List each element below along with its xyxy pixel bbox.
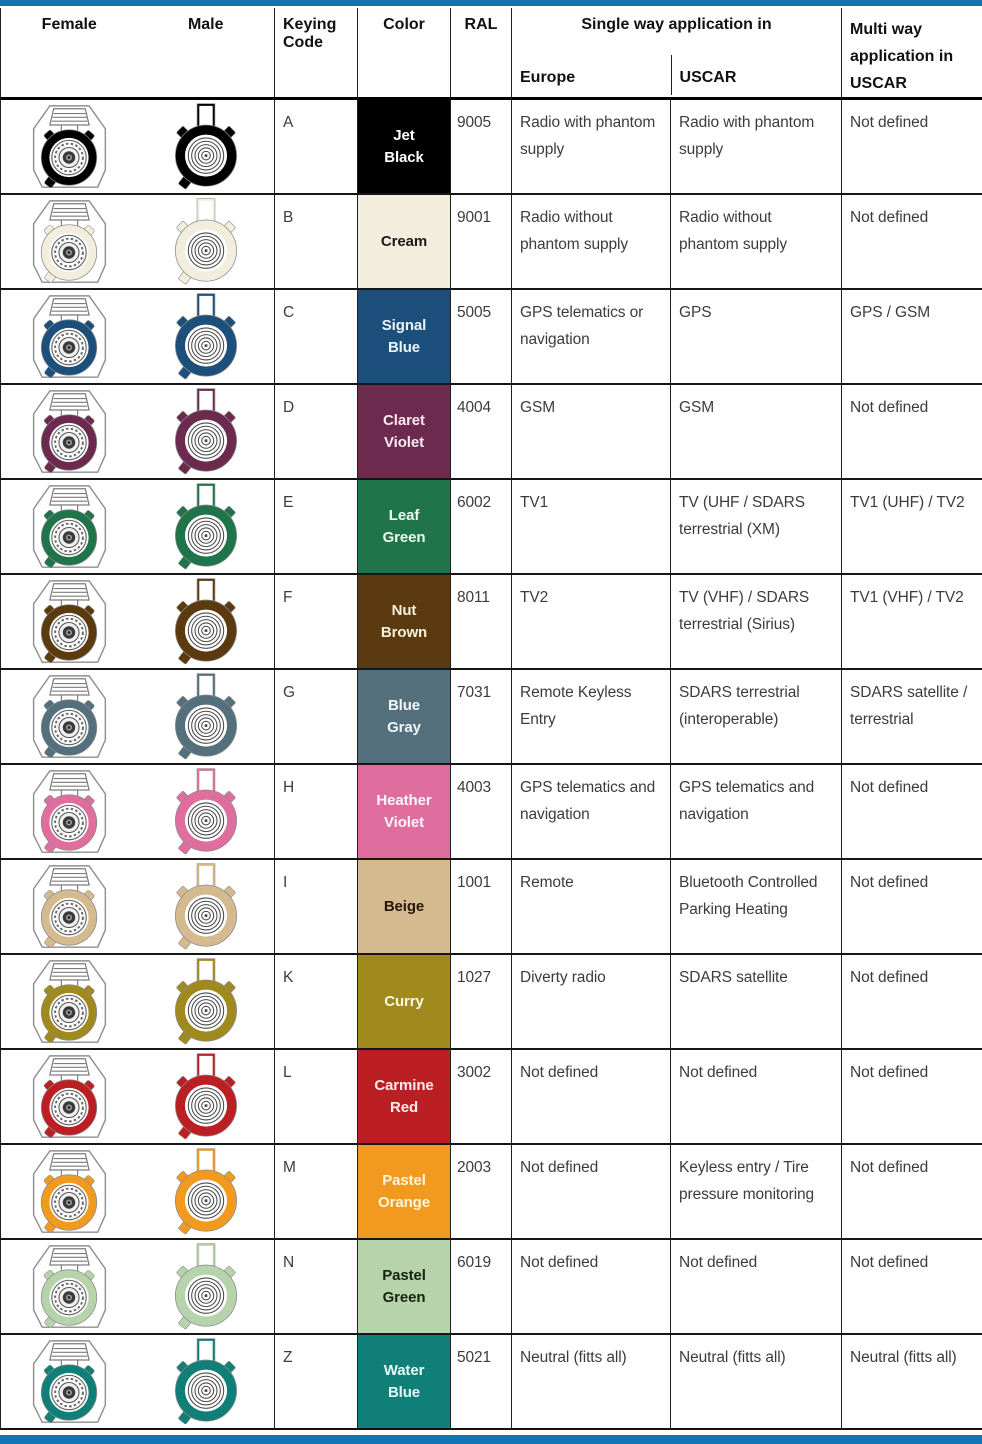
multi-way-application-cell: Not defined [842,384,982,479]
uscar-application-cell: Not defined [671,1049,842,1144]
multi-way-application-cell: Not defined [842,859,982,954]
connector-images-cell [1,384,275,479]
female-connector-icon [1,1053,138,1141]
color-name-label: Nut Brown [380,601,428,641]
europe-application-cell: GSM [512,384,671,479]
multi-way-application-cell: Neutral (fitts all) [842,1334,982,1429]
color-swatch [358,1145,450,1238]
color-name-label: Water Blue [383,1361,425,1401]
table-row [1,669,982,764]
europe-application-cell: Not defined [512,1049,671,1144]
europe-application-cell: Diverty radio [512,954,671,1049]
keying-code-cell: M [275,1144,358,1239]
color-name-label: Leaf Green [382,506,426,546]
color-cell [358,859,451,954]
keying-code-cell: D [275,384,358,479]
female-connector-icon [1,1148,138,1236]
ral-cell: 3002 [451,1049,512,1144]
europe-application-cell: Remote [512,859,671,954]
keying-code-cell: F [275,574,358,669]
color-name-label: Cream [380,232,428,250]
ral-cell: 9005 [451,99,512,195]
multi-way-application-cell: GPS / GSM [842,289,982,384]
table-body [1,99,982,1430]
connector-images-cell [1,669,275,764]
keying-code-cell: N [275,1239,358,1334]
connector-images-cell [1,99,275,195]
europe-application-cell: GPS telematics and navigation [512,764,671,859]
header-male: Male [187,16,224,33]
uscar-application-cell: SDARS terrestrial (interoperable) [671,669,842,764]
connector-images-cell [1,194,275,289]
table-row [1,859,982,954]
multi-way-application-cell: SDARS satellite / terrestrial [842,669,982,764]
uscar-application-cell: Neutral (fitts all) [671,1334,842,1429]
multi-way-application-cell: Not defined [842,1049,982,1144]
color-name-label: Carmine Red [374,1076,434,1116]
color-cell [358,99,451,195]
keying-code-cell: L [275,1049,358,1144]
europe-application-cell: TV2 [512,574,671,669]
table-row [1,479,982,574]
color-swatch [358,575,450,668]
table-row [1,384,982,479]
connector-images-cell [1,764,275,859]
color-name-label: Signal Blue [381,316,427,356]
color-swatch [358,385,450,478]
europe-application-cell: Radio without phantom supply [512,194,671,289]
connector-images-cell [1,1334,275,1429]
female-connector-icon [1,388,138,476]
color-cell [358,1144,451,1239]
male-connector-icon [138,103,275,191]
color-name-label: Pastel Orange [378,1171,430,1211]
color-swatch [358,1050,450,1143]
color-name-label: Claret Violet [383,411,425,451]
header-single-way [512,8,842,99]
multi-way-application-cell: Not defined [842,954,982,1049]
table-row [1,194,982,289]
multi-way-application-cell: Not defined [842,1144,982,1239]
female-connector-icon [1,673,138,761]
header-female: Female [41,16,97,33]
ral-cell: 6019 [451,1239,512,1334]
male-connector-icon [138,293,275,381]
table-row [1,574,982,669]
color-swatch [358,1240,450,1333]
color-name-label: Curry [384,992,424,1010]
color-swatch [358,1335,450,1428]
color-swatch [358,670,450,763]
keying-code-table [0,8,982,1430]
male-connector-icon [138,388,275,476]
europe-application-cell: Radio with phantom supply [512,99,671,195]
male-connector-icon [138,768,275,856]
header-multi-way: Multi way application in USCAR [842,8,982,99]
ral-cell: 9001 [451,194,512,289]
connector-images-cell [1,859,275,954]
color-name-label: Jet Black [384,126,424,166]
color-swatch [358,765,450,858]
keying-code-cell: B [275,194,358,289]
ral-cell: 1001 [451,859,512,954]
keying-code-cell: G [275,669,358,764]
color-swatch [358,195,450,288]
ral-cell: 5005 [451,289,512,384]
multi-way-application-cell: TV1 (UHF) / TV2 [842,479,982,574]
table-row [1,1334,982,1429]
color-swatch [358,860,450,953]
europe-application-cell: Not defined [512,1144,671,1239]
keying-code-cell: I [275,859,358,954]
multi-way-application-cell: Not defined [842,764,982,859]
europe-application-cell: Not defined [512,1239,671,1334]
male-connector-icon [138,1053,275,1141]
male-connector-icon [138,863,275,951]
connector-images-cell [1,1144,275,1239]
connector-images-cell [1,574,275,669]
multi-way-application-cell: Not defined [842,194,982,289]
male-connector-icon [138,1148,275,1236]
header-connector-images [1,8,275,99]
keying-code-cell: K [275,954,358,1049]
color-name-label: Pastel Green [382,1266,426,1306]
multi-way-application-cell: Not defined [842,99,982,195]
ral-cell: 6002 [451,479,512,574]
male-connector-icon [138,483,275,571]
uscar-application-cell: Not defined [671,1239,842,1334]
color-swatch [358,290,450,383]
table-row [1,99,982,195]
europe-application-cell: TV1 [512,479,671,574]
female-connector-icon [1,958,138,1046]
connector-images-cell [1,1049,275,1144]
color-name-label: Beige [383,897,425,915]
table-row [1,1144,982,1239]
color-name-label: Heather Violet [376,791,432,831]
female-connector-icon [1,578,138,666]
color-cell [358,1334,451,1429]
ral-cell: 2003 [451,1144,512,1239]
color-swatch [358,100,450,193]
male-connector-icon [138,198,275,286]
ral-cell: 7031 [451,669,512,764]
male-connector-icon [138,578,275,666]
female-connector-icon [1,293,138,381]
keying-code-cell: Z [275,1334,358,1429]
uscar-application-cell: SDARS satellite [671,954,842,1049]
uscar-application-cell: GSM [671,384,842,479]
female-connector-icon [1,103,138,191]
ral-cell: 1027 [451,954,512,1049]
color-name-label: Blue Gray [387,696,421,736]
header-keying-code: Keying Code [275,8,358,99]
header-single-way-title: Single way application in [581,16,772,33]
table-row [1,954,982,1049]
female-connector-icon [1,198,138,286]
bottom-accent-bar [0,1435,982,1444]
male-connector-icon [138,958,275,1046]
europe-application-cell: Neutral (fitts all) [512,1334,671,1429]
keying-code-cell: A [275,99,358,195]
table-row [1,1049,982,1144]
multi-way-application-cell: Not defined [842,1239,982,1334]
male-connector-icon [138,673,275,761]
ral-cell: 8011 [451,574,512,669]
color-cell [358,194,451,289]
color-cell [358,384,451,479]
keying-code-cell: C [275,289,358,384]
female-connector-icon [1,768,138,856]
connector-images-cell [1,954,275,1049]
female-connector-icon [1,1243,138,1331]
male-connector-icon [138,1338,275,1426]
connector-images-cell [1,1239,275,1334]
color-cell [358,954,451,1049]
color-swatch [358,480,450,573]
europe-application-cell: GPS telematics or navigation [512,289,671,384]
connector-images-cell [1,289,275,384]
color-cell [358,1239,451,1334]
uscar-application-cell: GPS telematics and navigation [671,764,842,859]
ral-cell: 4003 [451,764,512,859]
color-cell [358,1049,451,1144]
ral-cell: 4004 [451,384,512,479]
header-europe: Europe [520,69,576,86]
color-cell [358,669,451,764]
female-connector-icon [1,863,138,951]
female-connector-icon [1,1338,138,1426]
color-cell [358,289,451,384]
header-color: Color [358,8,451,99]
color-cell [358,479,451,574]
female-connector-icon [1,483,138,571]
table-row [1,1239,982,1334]
uscar-application-cell: Radio with phantom supply [671,99,842,195]
keying-code-cell: E [275,479,358,574]
uscar-application-cell: Bluetooth Controlled Parking Heating [671,859,842,954]
table-row [1,764,982,859]
header-ral: RAL [451,8,512,99]
connector-images-cell [1,479,275,574]
keying-code-cell: H [275,764,358,859]
uscar-application-cell: Radio without phantom supply [671,194,842,289]
uscar-application-cell: TV (VHF) / SDARS terrestrial (Sirius) [671,574,842,669]
uscar-application-cell: GPS [671,289,842,384]
header-uscar: USCAR [671,55,841,95]
ral-cell: 5021 [451,1334,512,1429]
table-row [1,289,982,384]
uscar-application-cell: Keyless entry / Tire pressure monitoring [671,1144,842,1239]
multi-way-application-cell: TV1 (VHF) / TV2 [842,574,982,669]
color-cell [358,574,451,669]
color-cell [358,764,451,859]
europe-application-cell: Remote Keyless Entry [512,669,671,764]
color-swatch [358,955,450,1048]
uscar-application-cell: TV (UHF / SDARS terrestrial (XM) [671,479,842,574]
table-header [1,8,982,99]
male-connector-icon [138,1243,275,1331]
